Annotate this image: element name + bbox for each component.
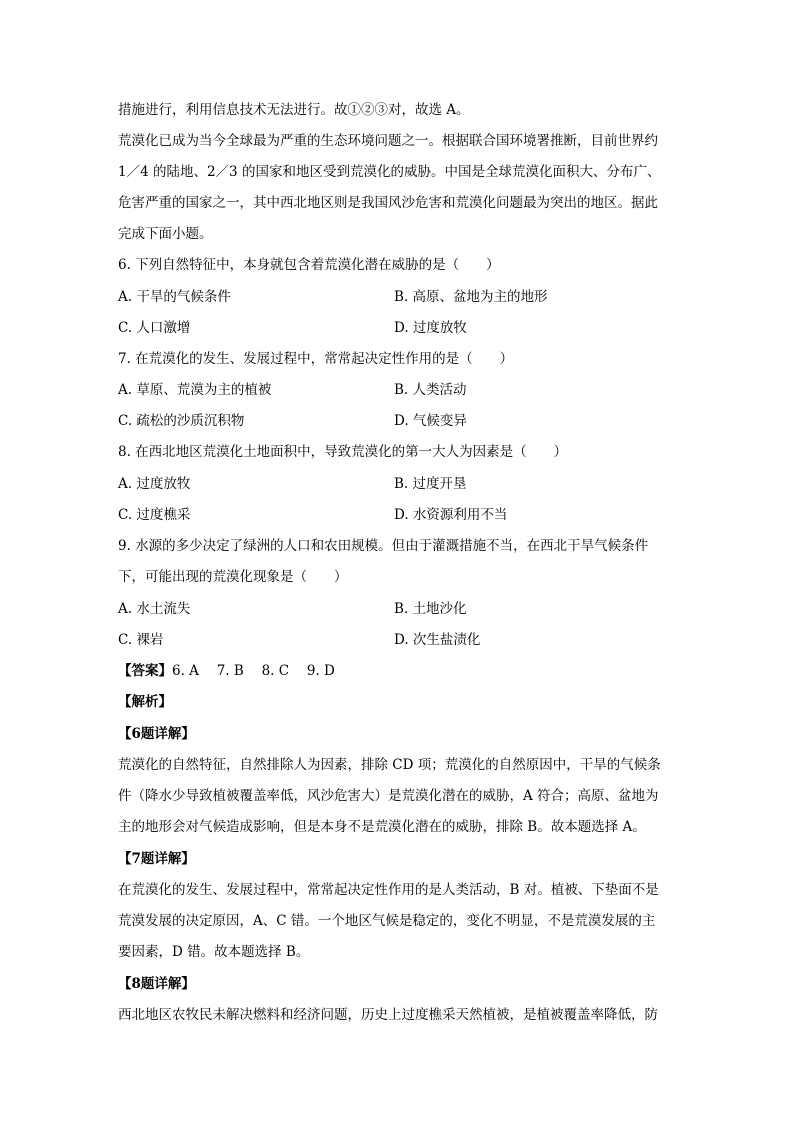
intro-line: 1／4 的陆地、2／3 的国家和地区受到荒漠化的威胁。中国是全球荒漠化面积大、分布广、 — [118, 164, 661, 180]
option-b: B. 过度开垦 — [394, 476, 467, 492]
option-d: D. 气候变异 — [394, 413, 467, 429]
option-a: A. 干旱的气候条件 — [118, 289, 231, 305]
detail-line: 西北地区农牧民未解决燃料和经济问题，历史上过度樵采天然植被，是植被覆盖率降低，防 — [118, 1007, 658, 1023]
detail-heading: 【8题详解】 — [118, 976, 195, 992]
detail-line: 荒漠化的自然特征，自然排除人为因素，排除 CD 项；荒漠化的自然原因中，干旱的气候条 — [118, 757, 661, 773]
option-b: B. 人类活动 — [394, 382, 467, 398]
option-d: D. 过度放牧 — [394, 320, 467, 336]
question-stem: 8. 在西北地区荒漠化土地面积中，导致荒漠化的第一大人为因素是（ ） — [118, 444, 568, 460]
detail-heading: 【6题详解】 — [118, 726, 195, 742]
option-b: B. 高原、盆地为主的地形 — [394, 289, 548, 305]
detail-line: 主的地形会对气候造成影响，但是本身不是荒漠化潜在的威胁，排除 B。故本题选择 A。 — [118, 819, 646, 835]
intro-line: 危害严重的国家之一，其中西北地区则是我国风沙危害和荒漠化问题最为突出的地区。据此 — [118, 195, 658, 211]
detail-line: 在荒漠化的发生、发展过程中，常常起决定性作用的是人类活动，B 对。植被、下垫面不是 — [118, 882, 659, 898]
intro-line: 完成下面小题。 — [118, 226, 213, 242]
question-stem: 下，可能出现的荒漠化现象是（ ） — [118, 569, 348, 585]
option-a: A. 水土流失 — [118, 601, 191, 617]
option-c: C. 人口激增 — [118, 320, 191, 336]
answer-label: 【答案】 — [118, 663, 172, 679]
question-stem: 6. 下列自然特征中，本身就包含着荒漠化潜在威胁的是（ ） — [118, 257, 500, 273]
question-stem: 9. 水源的多少决定了绿洲的人口和农田规模。但由于灌溉措施不当，在西北干旱气候条件 — [118, 538, 649, 554]
option-a: A. 过度放牧 — [118, 476, 191, 492]
option-b: B. 土地沙化 — [394, 601, 467, 617]
option-c: C. 疏松的沙质沉积物 — [118, 413, 245, 429]
detail-line: 荒漠发展的决定原因，A、C 错。一个地区气候是稳定的，变化不明显，不是荒漠发展的主 — [118, 913, 656, 929]
detail-heading: 【7题详解】 — [118, 851, 195, 867]
option-d: D. 水资源利用不当 — [394, 507, 508, 523]
answer-text: 6. A 7. B 8. C 9. D — [172, 663, 335, 679]
intro-line: 措施进行，利用信息技术无法进行。故①②③对，故选 A。 — [118, 102, 470, 118]
question-stem: 7. 在荒漠化的发生、发展过程中，常常起决定性作用的是（ ） — [118, 351, 514, 367]
option-a: A. 草原、荒漠为主的植被 — [118, 382, 272, 398]
option-d: D. 次生盐渍化 — [394, 632, 481, 648]
answer-line — [118, 662, 335, 680]
detail-line: 件（降水少导致植被覆盖率低，风沙危害大）是荒漠化潜在的威胁，A 符合；高原、盆地为 — [118, 788, 659, 804]
option-c: C. 过度樵采 — [118, 507, 191, 523]
analysis-heading: 【解析】 — [118, 694, 172, 710]
detail-line: 要因素，D 错。故本题选择 B。 — [118, 944, 310, 960]
intro-line: 荒漠化已成为当今全球最为严重的生态环境问题之一。根据联合国环境署推断，目前世界约 — [118, 133, 658, 149]
option-c: C. 裸岩 — [118, 632, 164, 648]
